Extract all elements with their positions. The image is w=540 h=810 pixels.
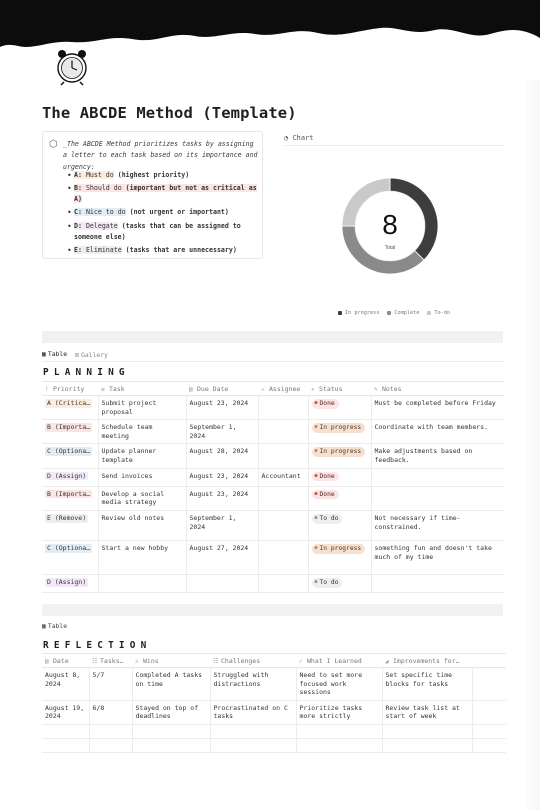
page-title: The ABCDE Method (Template) (42, 104, 297, 122)
wins-cell[interactable]: Completed A tasks on time (132, 668, 210, 701)
priority-cell[interactable] (42, 574, 98, 592)
due-date-cell[interactable] (186, 510, 258, 540)
tab-table[interactable]: ▦ Table (42, 622, 68, 630)
column-header-notes[interactable]: ✎ Notes (371, 382, 504, 396)
priority-cell[interactable] (42, 510, 98, 540)
assignee-cell[interactable] (258, 444, 308, 468)
priority-cell[interactable] (42, 420, 98, 444)
priority-list (67, 170, 257, 258)
challenges-cell[interactable] (210, 738, 296, 752)
task-cell[interactable] (98, 540, 186, 574)
table-row[interactable] (42, 420, 504, 444)
tab-gallery[interactable]: ⊞ Gallery (75, 350, 108, 359)
check-icon: ✓ (299, 657, 303, 665)
notes-text: something fun and doesn't take much of my time (374, 543, 492, 561)
status-badge[interactable]: ● To do (312, 514, 343, 524)
column-header-extra (472, 654, 506, 668)
table-row[interactable] (42, 444, 504, 468)
chart-view-tab[interactable]: ◔ Chart (284, 134, 314, 142)
priority-tag[interactable]: B (Importa… (47, 423, 91, 432)
chart-legend (338, 310, 450, 316)
notes-text: Must be completed before Friday (374, 399, 496, 407)
status-badge[interactable]: ● In progress (312, 544, 366, 554)
wins-cell[interactable] (132, 724, 210, 738)
learned-cell[interactable]: Need to set more focused work sessions (296, 668, 382, 701)
status-badge[interactable]: ● Done (312, 472, 339, 482)
page-edge (526, 80, 540, 810)
notes-cell[interactable] (371, 444, 504, 468)
assignee-cell[interactable] (258, 510, 308, 540)
table-row[interactable] (42, 468, 504, 486)
list-item: • D: Delegate (tasks that can be assigned to someone else) (67, 221, 257, 244)
planning-table (42, 381, 504, 593)
table-header-row (42, 382, 504, 396)
column-header-tasks[interactable]: ☷ Tasks… (89, 654, 132, 668)
notes-cell[interactable] (371, 468, 504, 486)
planning-title: PLANNING (43, 367, 130, 378)
status-badge[interactable]: ● Done (312, 490, 339, 500)
status-badge[interactable]: ● To do (312, 578, 343, 588)
tab-table[interactable]: ▦ Table (42, 350, 67, 362)
legend-label: To-do (434, 310, 450, 316)
notes-cell[interactable] (371, 510, 504, 540)
task-cell[interactable] (98, 396, 186, 420)
reflection-table (42, 653, 506, 753)
list-item: • C: Nice to do (not urgent or important) (67, 207, 257, 218)
priority-cell[interactable] (42, 486, 98, 510)
list-item: • A: Must do (highest priority) (67, 170, 257, 181)
task-cell[interactable] (98, 444, 186, 468)
notes-cell[interactable] (371, 396, 504, 420)
due-date-cell[interactable] (186, 468, 258, 486)
assignee: Accountant (261, 471, 301, 480)
improve-cell[interactable]: Review task list at start of week (382, 700, 472, 724)
due-date: August 23, 2024 (189, 471, 249, 480)
empty-cell (472, 724, 506, 738)
notes-cell[interactable] (371, 574, 504, 592)
wins-cell[interactable] (132, 738, 210, 752)
column-header-assignee[interactable]: ♙ Assignee (258, 382, 308, 396)
table-row[interactable] (42, 396, 504, 420)
legend-swatch (387, 311, 391, 315)
calendar-icon: ▤ (45, 657, 49, 665)
chart-icon: ◢ (385, 657, 389, 665)
person-icon: ♙ (261, 385, 265, 393)
priority-tag[interactable]: D (Assign) (47, 577, 87, 586)
column-header-challenges[interactable]: ☷ Challenges (210, 654, 296, 668)
due-date: August 28, 2024 (189, 447, 249, 456)
notes-cell[interactable] (371, 420, 504, 444)
due-date: August 27, 2024 (189, 543, 249, 552)
tasks-cell[interactable] (89, 738, 132, 752)
task-cell[interactable] (98, 468, 186, 486)
due-date-cell[interactable] (186, 486, 258, 510)
date-cell[interactable]: August 8, 2024 (42, 668, 89, 701)
table-row[interactable] (42, 738, 506, 752)
priority-cell[interactable] (42, 396, 98, 420)
column-header-learned[interactable]: ✓ What I Learned (296, 654, 382, 668)
task-cell[interactable] (98, 574, 186, 592)
exclamation-icon: ! (45, 385, 49, 393)
table-row[interactable] (42, 668, 506, 701)
priority-tag[interactable]: B (Importa… (47, 489, 91, 498)
learned-cell[interactable] (296, 724, 382, 738)
callout-intro: _The ABCDE Method prioritizes tasks by assigning a letter to each task based on its importance and urgency: (63, 140, 258, 171)
priority-cell[interactable] (42, 468, 98, 486)
tasks-cell[interactable] (89, 724, 132, 738)
table-header-row (42, 654, 506, 668)
list-icon: ☷ (213, 657, 219, 665)
due-date: August 23, 2024 (189, 489, 249, 498)
date-cell[interactable] (42, 738, 89, 752)
legend-swatch (427, 311, 431, 315)
notes-cell[interactable] (371, 540, 504, 574)
calendar-icon: ▤ (189, 385, 193, 393)
column-header-improvements[interactable]: ◢ Improvements for… (382, 654, 472, 668)
method-callout (42, 131, 263, 259)
task-name: Update planner template (101, 447, 157, 464)
priority-tag[interactable]: E (Remove) (47, 513, 87, 522)
chart-icon: ◔ (284, 134, 289, 142)
due-date: September 1, 2024 (189, 423, 237, 440)
assignee-cell[interactable] (258, 420, 308, 444)
wins-cell[interactable]: Stayed on top of deadlines (132, 700, 210, 724)
due-date: August 23, 2024 (189, 399, 249, 407)
list-item: • B: Should do (important but not as critical as A) (67, 183, 257, 206)
table-row[interactable] (42, 486, 504, 510)
due-date-cell[interactable] (186, 444, 258, 468)
tasks-cell[interactable]: 5/7 (89, 668, 132, 701)
divider (284, 145, 504, 146)
status-cell[interactable] (308, 444, 371, 468)
table-icon: ▦ (42, 622, 46, 630)
gallery-icon: ⊞ (75, 350, 79, 359)
list-icon: ☷ (92, 657, 98, 665)
challenges-cell[interactable]: Struggled with distractions (210, 668, 296, 701)
priority-tag[interactable]: C (Optiona… (47, 447, 91, 456)
due-date: September 1, 2024 (189, 513, 237, 531)
notes-text: Coordinate with team members. (374, 423, 488, 432)
date-cell[interactable]: August 19, 2024 (42, 700, 89, 724)
status-badge[interactable]: ● Done (312, 399, 339, 409)
task-cell[interactable] (98, 420, 186, 444)
task-cell[interactable] (98, 486, 186, 510)
table-row[interactable] (42, 724, 506, 738)
text-lines-icon: ≡ (101, 385, 105, 393)
empty-cell (472, 668, 506, 701)
table-row[interactable] (42, 510, 504, 540)
section-divider (42, 604, 503, 616)
column-header-date[interactable]: ▤ Date (42, 654, 89, 668)
due-date-cell[interactable] (186, 396, 258, 420)
table-icon: ▦ (42, 350, 46, 358)
priority-cell[interactable] (42, 540, 98, 574)
table-row[interactable] (42, 700, 506, 724)
chart-total-value: 8 (382, 209, 398, 240)
date-cell[interactable] (42, 724, 89, 738)
legend-label: Complete (394, 310, 420, 316)
task-name: Schedule team meeting (101, 423, 153, 440)
improve-cell[interactable] (382, 724, 472, 738)
legend-item (427, 310, 450, 316)
status-cell[interactable] (308, 468, 371, 486)
column-header-due-date[interactable]: ▤ Due Date (186, 382, 258, 396)
legend-label: In progress (345, 310, 380, 316)
column-header-wins[interactable]: ♕ Wins (132, 654, 210, 668)
task-name: Start a new hobby (101, 543, 169, 552)
due-date-cell[interactable] (186, 540, 258, 574)
table-row[interactable] (42, 540, 504, 574)
tasks-cell[interactable]: 6/8 (89, 700, 132, 724)
status-icon: ✳ (311, 385, 315, 393)
task-name: Send invoices (101, 471, 153, 480)
list-item: • E: Eliminate (tasks that are unnecessary) (67, 245, 257, 256)
divider (42, 361, 504, 362)
status-cell[interactable] (308, 486, 371, 510)
status-cell[interactable] (308, 540, 371, 574)
trophy-icon: ♕ (135, 657, 139, 665)
reflection-view-tabs (42, 622, 67, 633)
chart-total-label: Total (384, 245, 396, 251)
empty-cell (472, 738, 506, 752)
priority-tag[interactable]: C (Optiona… (47, 543, 91, 552)
column-header-task[interactable]: ≡ Task (98, 382, 186, 396)
status-cell[interactable] (308, 396, 371, 420)
notes-icon: ✎ (374, 385, 378, 393)
status-cell[interactable] (308, 420, 371, 444)
challenges-cell[interactable] (210, 724, 296, 738)
notes-text: Make adjustments based on feedback. (374, 447, 473, 464)
assignee-cell[interactable] (258, 468, 308, 486)
learned-cell[interactable]: Prioritize tasks more strictly (296, 700, 382, 724)
assignee-cell[interactable] (258, 574, 308, 592)
empty-cell (472, 700, 506, 724)
reflection-title: REFLECTION (43, 640, 152, 651)
due-date-cell[interactable] (186, 420, 258, 444)
status-badge[interactable]: ● In progress (312, 423, 366, 433)
column-header-priority[interactable]: ! Priority (42, 382, 98, 396)
status-cell[interactable] (308, 574, 371, 592)
notes-text: Not necessary if time-constrained. (374, 513, 461, 531)
task-cell[interactable] (98, 510, 186, 540)
task-name: Review old notes (101, 513, 165, 522)
status-badge[interactable]: ● In progress (312, 447, 366, 457)
legend-swatch (338, 311, 342, 315)
legend-item (338, 310, 379, 316)
assignee-cell[interactable] (258, 486, 308, 510)
alarm-clock-icon (54, 46, 90, 86)
learned-cell[interactable] (296, 738, 382, 752)
section-divider (42, 331, 503, 343)
improve-cell[interactable]: Set specific time blocks for tasks (382, 668, 472, 701)
hexagon-icon: ⬡ (49, 139, 58, 150)
status-cell[interactable] (308, 510, 371, 540)
due-date-cell[interactable] (186, 574, 258, 592)
assignee-cell[interactable] (258, 540, 308, 574)
notes-cell[interactable] (371, 486, 504, 510)
improve-cell[interactable] (382, 738, 472, 752)
legend-item (387, 310, 419, 316)
challenges-cell[interactable]: Procrastinated on C tasks (210, 700, 296, 724)
priority-cell[interactable] (42, 444, 98, 468)
priority-tag[interactable]: D (Assign) (47, 471, 87, 480)
priority-tag[interactable]: A (Critica… (47, 399, 91, 407)
donut-chart (340, 176, 440, 276)
task-name: Submit project proposal (101, 399, 157, 416)
table-row[interactable] (42, 574, 504, 592)
column-header-status[interactable]: ✳ Status (308, 382, 371, 396)
task-name: Develop a social media strategy (101, 489, 165, 507)
assignee-cell[interactable] (258, 396, 308, 420)
